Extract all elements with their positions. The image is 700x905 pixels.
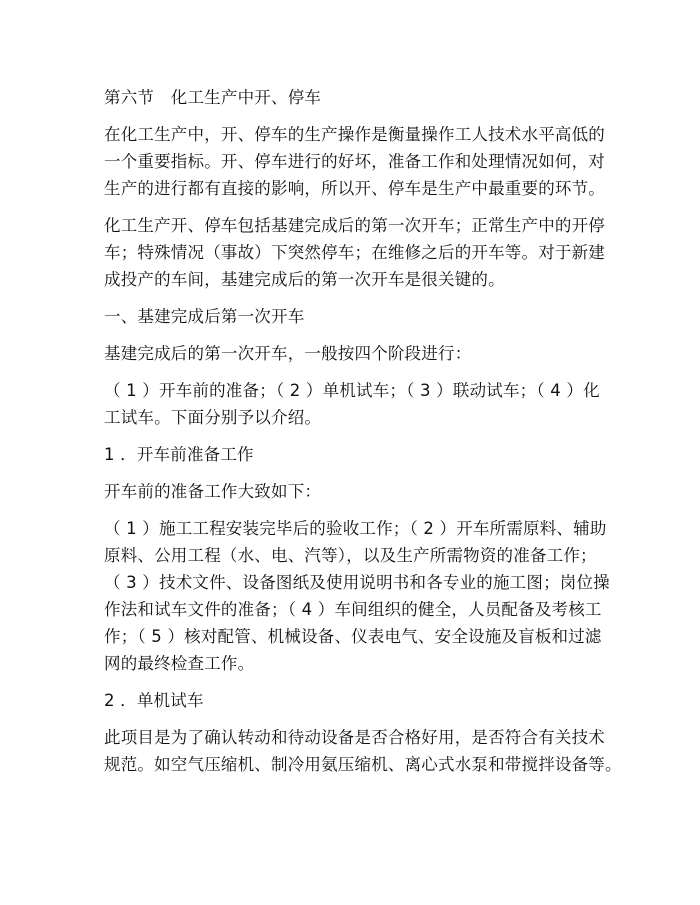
text-line: 生产的进行都有直接的影响，所以开、停车是生产中最重要的环节。 (104, 179, 605, 198)
text-line: 规范。如空气压缩机、制冷用氨压缩机、离心式水泵和带搅拌设备等。 (104, 755, 622, 774)
text-line: 2 ．单机试车 (104, 691, 204, 710)
text-line: （ 1 ）开车前的准备；（ 2 ）单机试车；（ 3 ）联动试车；（ 4 ）化 (104, 381, 600, 400)
document-body (104, 84, 622, 788)
text-line: （ 3 ）技术文件、设备图纸及使用说明书和各专业的施工图；岗位操 (104, 573, 610, 592)
text-line: 此项目是为了确认转动和待动设备是否合格好用，是否符合有关技术 (104, 728, 605, 747)
item-heading-preparation (104, 441, 604, 468)
text-line: 原料、公用工程（水、电、汽等），以及生产所需物资的准备工作； (104, 546, 597, 565)
subsection-heading (104, 303, 604, 330)
text-line: 作；（ 5 ）核对配管、机械设备、仪表电气、安全设施及盲板和过滤 (104, 627, 602, 646)
text-line: 开车前的准备工作大致如下： (104, 482, 322, 501)
paragraph-single-test (104, 724, 622, 778)
text-line: 在化工生产中，开、停车的生产操作是衡量操作工人技术水平高低的 (104, 125, 605, 144)
paragraph-preparation-list (104, 515, 610, 677)
text-line: 化工生产开、停车包括基建完成后的第一次开车；正常生产中的开停 (104, 216, 605, 235)
paragraph-intro (104, 121, 604, 202)
text-line: （ 1 ）施工工程安装完毕后的验收工作；（ 2 ）开车所需原料、辅助 (104, 519, 607, 538)
item-heading-single-test (104, 687, 604, 714)
section-title (104, 84, 604, 111)
text-line: 成投产的车间，基建完成后的第一次开车是很关键的。 (104, 270, 505, 289)
text-line: 作法和试车文件的准备；（ 4 ）车间组织的健全，人员配备及考核工 (104, 600, 602, 619)
paragraph-preparation-intro (104, 478, 604, 505)
text-line: 1 ．开车前准备工作 (104, 445, 254, 464)
paragraph-stages-intro (104, 340, 604, 367)
paragraph-types (104, 212, 604, 293)
text-line: 一个重要指标。开、停车进行的好坏，准备工作和处理情况如何，对 (104, 152, 605, 171)
paragraph-stages-list (104, 377, 604, 431)
text-line: 基建完成后的第一次开车，一般按四个阶段进行： (104, 344, 472, 363)
text-line: 工试车。下面分别予以介绍。 (104, 408, 322, 427)
text-line: 网的最终检查工作。 (104, 654, 255, 673)
text-line: 车；特殊情况（事故）下突然停车；在维修之后的开车等。对于新建 (104, 243, 605, 262)
text-line: 一、基建完成后第一次开车 (104, 307, 305, 326)
section-title-text: 第六节 化工生产中开、停车 (104, 88, 322, 107)
